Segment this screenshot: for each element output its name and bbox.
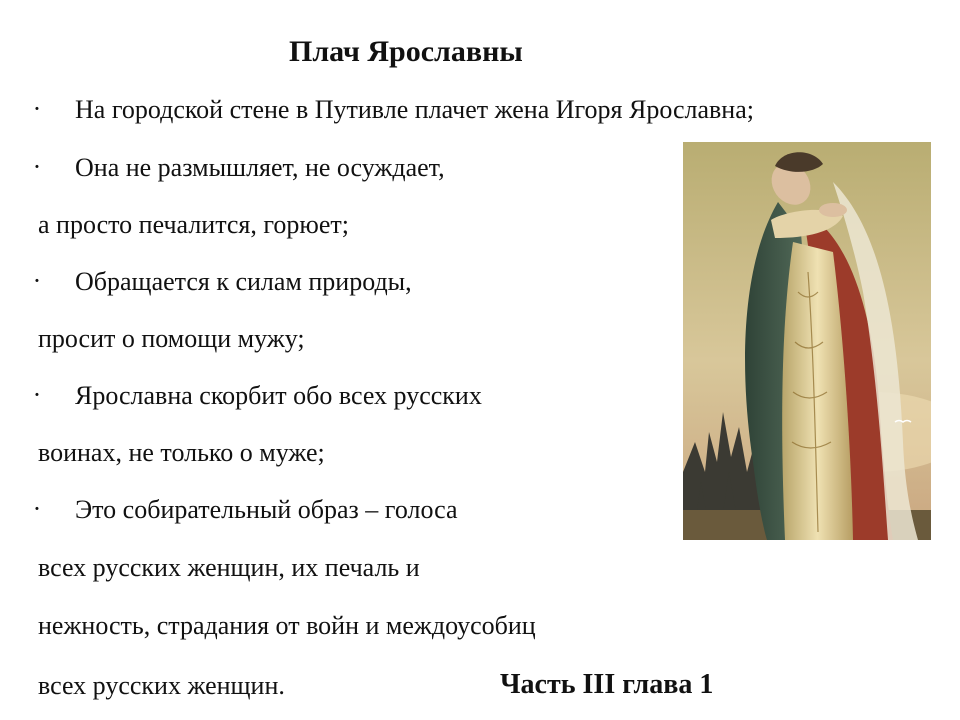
text-line: а просто печалится, горюет; — [38, 210, 349, 239]
text-line: Она не размышляет, не осуждает, — [75, 153, 445, 182]
chapter-label: Часть III глава 1 — [500, 669, 714, 700]
text-line: всех русских женщин, их печаль и — [38, 553, 420, 582]
text-line: воинах, не только о муже; — [38, 438, 325, 467]
text-line: Ярославна скорбит обо всех русских — [75, 381, 482, 410]
text-line: нежность, страдания от войн и междоусобиц — [38, 611, 536, 640]
text-line: Обращается к силам природы, — [75, 267, 412, 296]
slide-title: Плач Ярославны — [289, 35, 523, 68]
yaroslavna-painting — [683, 142, 931, 540]
text-line: Это собирательный образ – голоса — [75, 495, 458, 524]
hands — [819, 203, 847, 217]
text-line: просит о помощи мужу; — [38, 324, 305, 353]
text-line: На городской стене в Путивле плачет жена Игоря Ярославна; — [75, 95, 754, 124]
painting-image — [683, 142, 931, 540]
bullet-dot: · — [32, 94, 42, 123]
bullet-dot: · — [32, 266, 42, 295]
bullet-dot: · — [32, 152, 42, 181]
text-line: всех русских женщин. — [38, 671, 285, 700]
bullet-dot: · — [32, 380, 42, 409]
bullet-dot: · — [32, 494, 42, 523]
